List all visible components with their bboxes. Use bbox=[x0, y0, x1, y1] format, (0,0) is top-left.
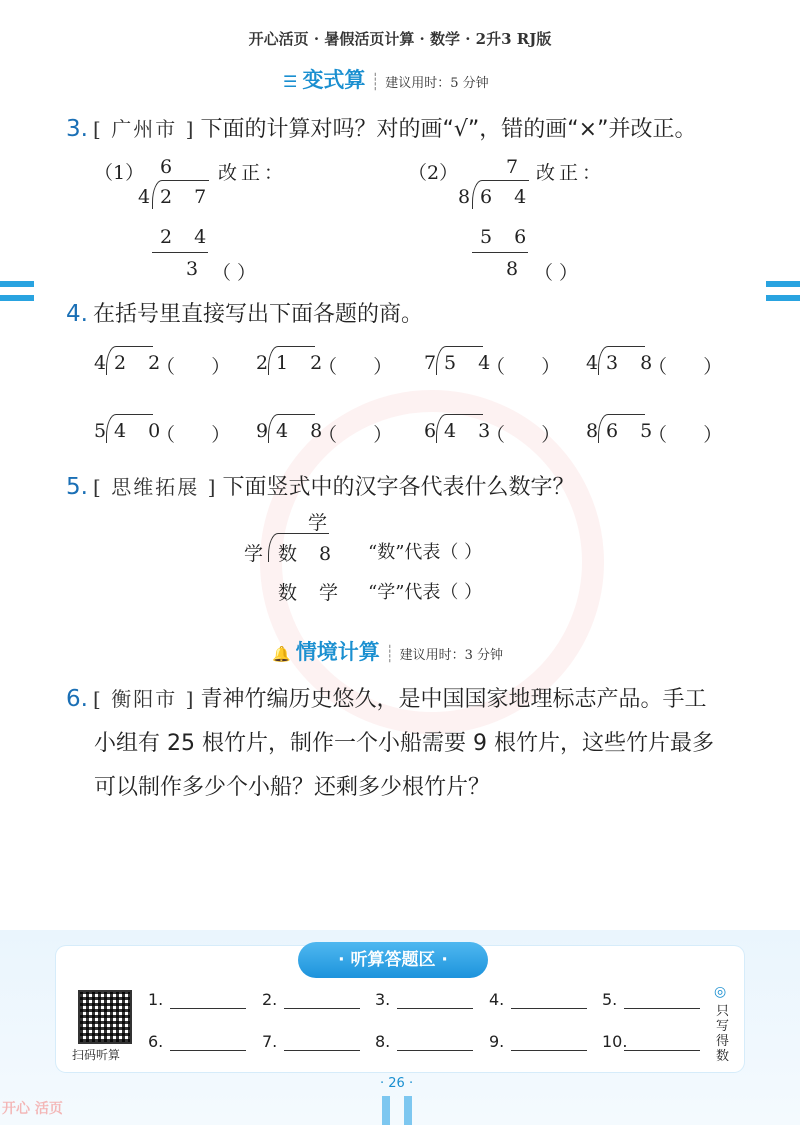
divisor: 6 bbox=[424, 420, 445, 442]
page-header: 开心活页 · 暑假活页计算 · 数学 · 2升3 RJ版 bbox=[248, 30, 552, 48]
correction-label: 改正： bbox=[536, 162, 606, 184]
dividend: 5 4 bbox=[444, 352, 499, 374]
bell-icon: 🔔 bbox=[272, 645, 291, 663]
question-text: 在括号里直接写出下面各题的商。 bbox=[93, 302, 424, 327]
divisor: 8 bbox=[458, 186, 479, 208]
divisor: 4 bbox=[586, 352, 607, 374]
answer-paren[interactable]: （ ） bbox=[534, 262, 579, 284]
answer-line-shu[interactable]: “数”代表（ ） bbox=[368, 542, 483, 563]
qr-code-icon[interactable] bbox=[78, 990, 132, 1044]
answer-paren[interactable]: （ ） bbox=[156, 424, 231, 446]
question-5-heading bbox=[66, 470, 574, 501]
dividend: 2 7 bbox=[160, 186, 215, 208]
bottom-tab bbox=[404, 1096, 412, 1125]
question-tag: [ 思维拓展 ] bbox=[93, 475, 218, 499]
answer-label: 7. bbox=[262, 1032, 278, 1051]
product: 2 4 bbox=[160, 226, 215, 248]
side-bar-right bbox=[766, 295, 800, 301]
answer-label: 10. bbox=[602, 1032, 628, 1051]
question-number: 6. bbox=[66, 686, 88, 712]
answer-area-title: · 听算答题区 · bbox=[298, 942, 488, 978]
product: 数 学 bbox=[278, 582, 347, 604]
division-item bbox=[424, 350, 584, 380]
divisor: 2 bbox=[256, 352, 277, 374]
division-item bbox=[424, 418, 584, 448]
question-number: 5. bbox=[66, 474, 88, 500]
division-item bbox=[586, 350, 746, 380]
answer-paren[interactable]: （ ） bbox=[156, 356, 231, 378]
answer-paren[interactable]: （ ） bbox=[486, 356, 561, 378]
divisor: 7 bbox=[424, 352, 445, 374]
answer-label: 3. bbox=[375, 990, 391, 1009]
answer-blank[interactable] bbox=[511, 1034, 587, 1051]
answer-blank[interactable] bbox=[624, 1034, 700, 1051]
dividend: 6 4 bbox=[480, 186, 535, 208]
dividend: 1 2 bbox=[276, 352, 331, 374]
division-item bbox=[586, 418, 746, 448]
answer-blank[interactable] bbox=[284, 1034, 360, 1051]
time-hint: 建议用时：3 分钟 bbox=[399, 648, 504, 663]
answer-blank[interactable] bbox=[284, 992, 360, 1009]
question-6-line-2: 小组有 25 根竹片，制作一个小船需要 9 根竹片，这些竹片最多 bbox=[94, 731, 714, 756]
answer-blank[interactable] bbox=[170, 992, 246, 1009]
answer-label: 8. bbox=[375, 1032, 391, 1051]
answer-label: 2. bbox=[262, 990, 278, 1009]
divider: ┊ bbox=[370, 72, 381, 91]
dividend: 3 8 bbox=[606, 352, 661, 374]
answer-paren[interactable]: （ ） bbox=[212, 262, 257, 284]
divisor: 5 bbox=[94, 420, 115, 442]
question-text: 青神竹编历史悠久，是中国国家地理标志产品。手工 bbox=[200, 687, 707, 712]
subtraction-line bbox=[472, 252, 528, 253]
answer-label: 1. bbox=[148, 990, 164, 1009]
answer-paren[interactable]: （ ） bbox=[486, 424, 561, 446]
qr-label: 扫码听算 bbox=[72, 1048, 121, 1062]
q3-part2-label: （2） bbox=[408, 162, 459, 184]
quotient: 6 bbox=[160, 156, 181, 178]
answer-paren[interactable]: （ ） bbox=[648, 424, 723, 446]
dividend: 4 8 bbox=[276, 420, 331, 442]
question-3-heading bbox=[66, 112, 697, 143]
question-6-line-3: 可以制作多少个小船？还剩多少根竹片？ bbox=[94, 775, 491, 800]
question-6-line-1 bbox=[66, 682, 706, 713]
answer-blank[interactable] bbox=[397, 1034, 473, 1051]
quotient: 学 bbox=[308, 512, 336, 534]
divisor: 8 bbox=[586, 420, 607, 442]
bottom-tab bbox=[382, 1096, 390, 1125]
side-bar-left bbox=[0, 295, 34, 301]
question-text: 下面的计算对吗？对的画“√”，错的画“×”并改正。 bbox=[200, 117, 697, 142]
divisor: 4 bbox=[94, 352, 115, 374]
answer-line-xue[interactable]: “学”代表（ ） bbox=[368, 582, 483, 603]
dividend: 4 3 bbox=[444, 420, 499, 442]
remainder: 8 bbox=[506, 258, 527, 280]
division-item bbox=[94, 350, 254, 380]
question-tag: [ 衡阳市 ] bbox=[93, 687, 196, 711]
side-note: 只写得数 bbox=[716, 1004, 730, 1064]
answer-paren[interactable]: （ ） bbox=[648, 356, 723, 378]
divider: ┊ bbox=[384, 644, 395, 663]
remainder: 3 bbox=[186, 258, 207, 280]
dividend: 2 2 bbox=[114, 352, 169, 374]
answer-label: 5. bbox=[602, 990, 618, 1009]
footer-logo: 开心 活页 bbox=[2, 1101, 63, 1117]
answer-blank[interactable] bbox=[511, 992, 587, 1009]
question-number: 4. bbox=[66, 301, 88, 327]
question-text: 下面竖式中的汉字各代表什么数字？ bbox=[222, 475, 575, 500]
answer-paren[interactable]: （ ） bbox=[318, 356, 393, 378]
section-title-1 bbox=[283, 64, 489, 94]
divisor: 9 bbox=[256, 420, 277, 442]
time-hint: 建议用时：5 分钟 bbox=[385, 76, 489, 91]
sliders-icon: ☰ bbox=[283, 72, 298, 91]
ear-icon: ◎ bbox=[714, 984, 727, 1000]
question-4-heading bbox=[66, 297, 423, 328]
answer-label: 4. bbox=[489, 990, 505, 1009]
dividend: 数 8 bbox=[278, 543, 340, 565]
q3-part1-label: （1） bbox=[94, 162, 145, 184]
answer-blank[interactable] bbox=[397, 992, 473, 1009]
side-bar-left bbox=[0, 281, 34, 287]
section-title-text: 变式算 bbox=[302, 68, 366, 92]
division-item bbox=[256, 350, 416, 380]
answer-blank[interactable] bbox=[624, 992, 700, 1009]
answer-paren[interactable]: （ ） bbox=[318, 424, 393, 446]
page-number: · 26 · bbox=[380, 1076, 414, 1091]
product: 5 6 bbox=[480, 226, 535, 248]
quotient: 7 bbox=[506, 156, 527, 178]
side-bar-right bbox=[766, 281, 800, 287]
dividend: 6 5 bbox=[606, 420, 661, 442]
answer-blank[interactable] bbox=[170, 1034, 246, 1051]
answer-label: 6. bbox=[148, 1032, 164, 1051]
section-title-text: 情境计算 bbox=[295, 640, 380, 664]
subtraction-line bbox=[152, 252, 208, 253]
division-item bbox=[94, 418, 254, 448]
correction-label: 改正： bbox=[218, 162, 288, 184]
division-item bbox=[256, 418, 416, 448]
section-title-2 bbox=[272, 636, 503, 666]
divisor: 学 bbox=[244, 543, 272, 565]
dividend: 4 0 bbox=[114, 420, 169, 442]
answer-label: 9. bbox=[489, 1032, 505, 1051]
question-number: 3. bbox=[66, 116, 88, 142]
divisor: 4 bbox=[138, 186, 159, 208]
question-tag: [ 广州市 ] bbox=[93, 117, 196, 141]
